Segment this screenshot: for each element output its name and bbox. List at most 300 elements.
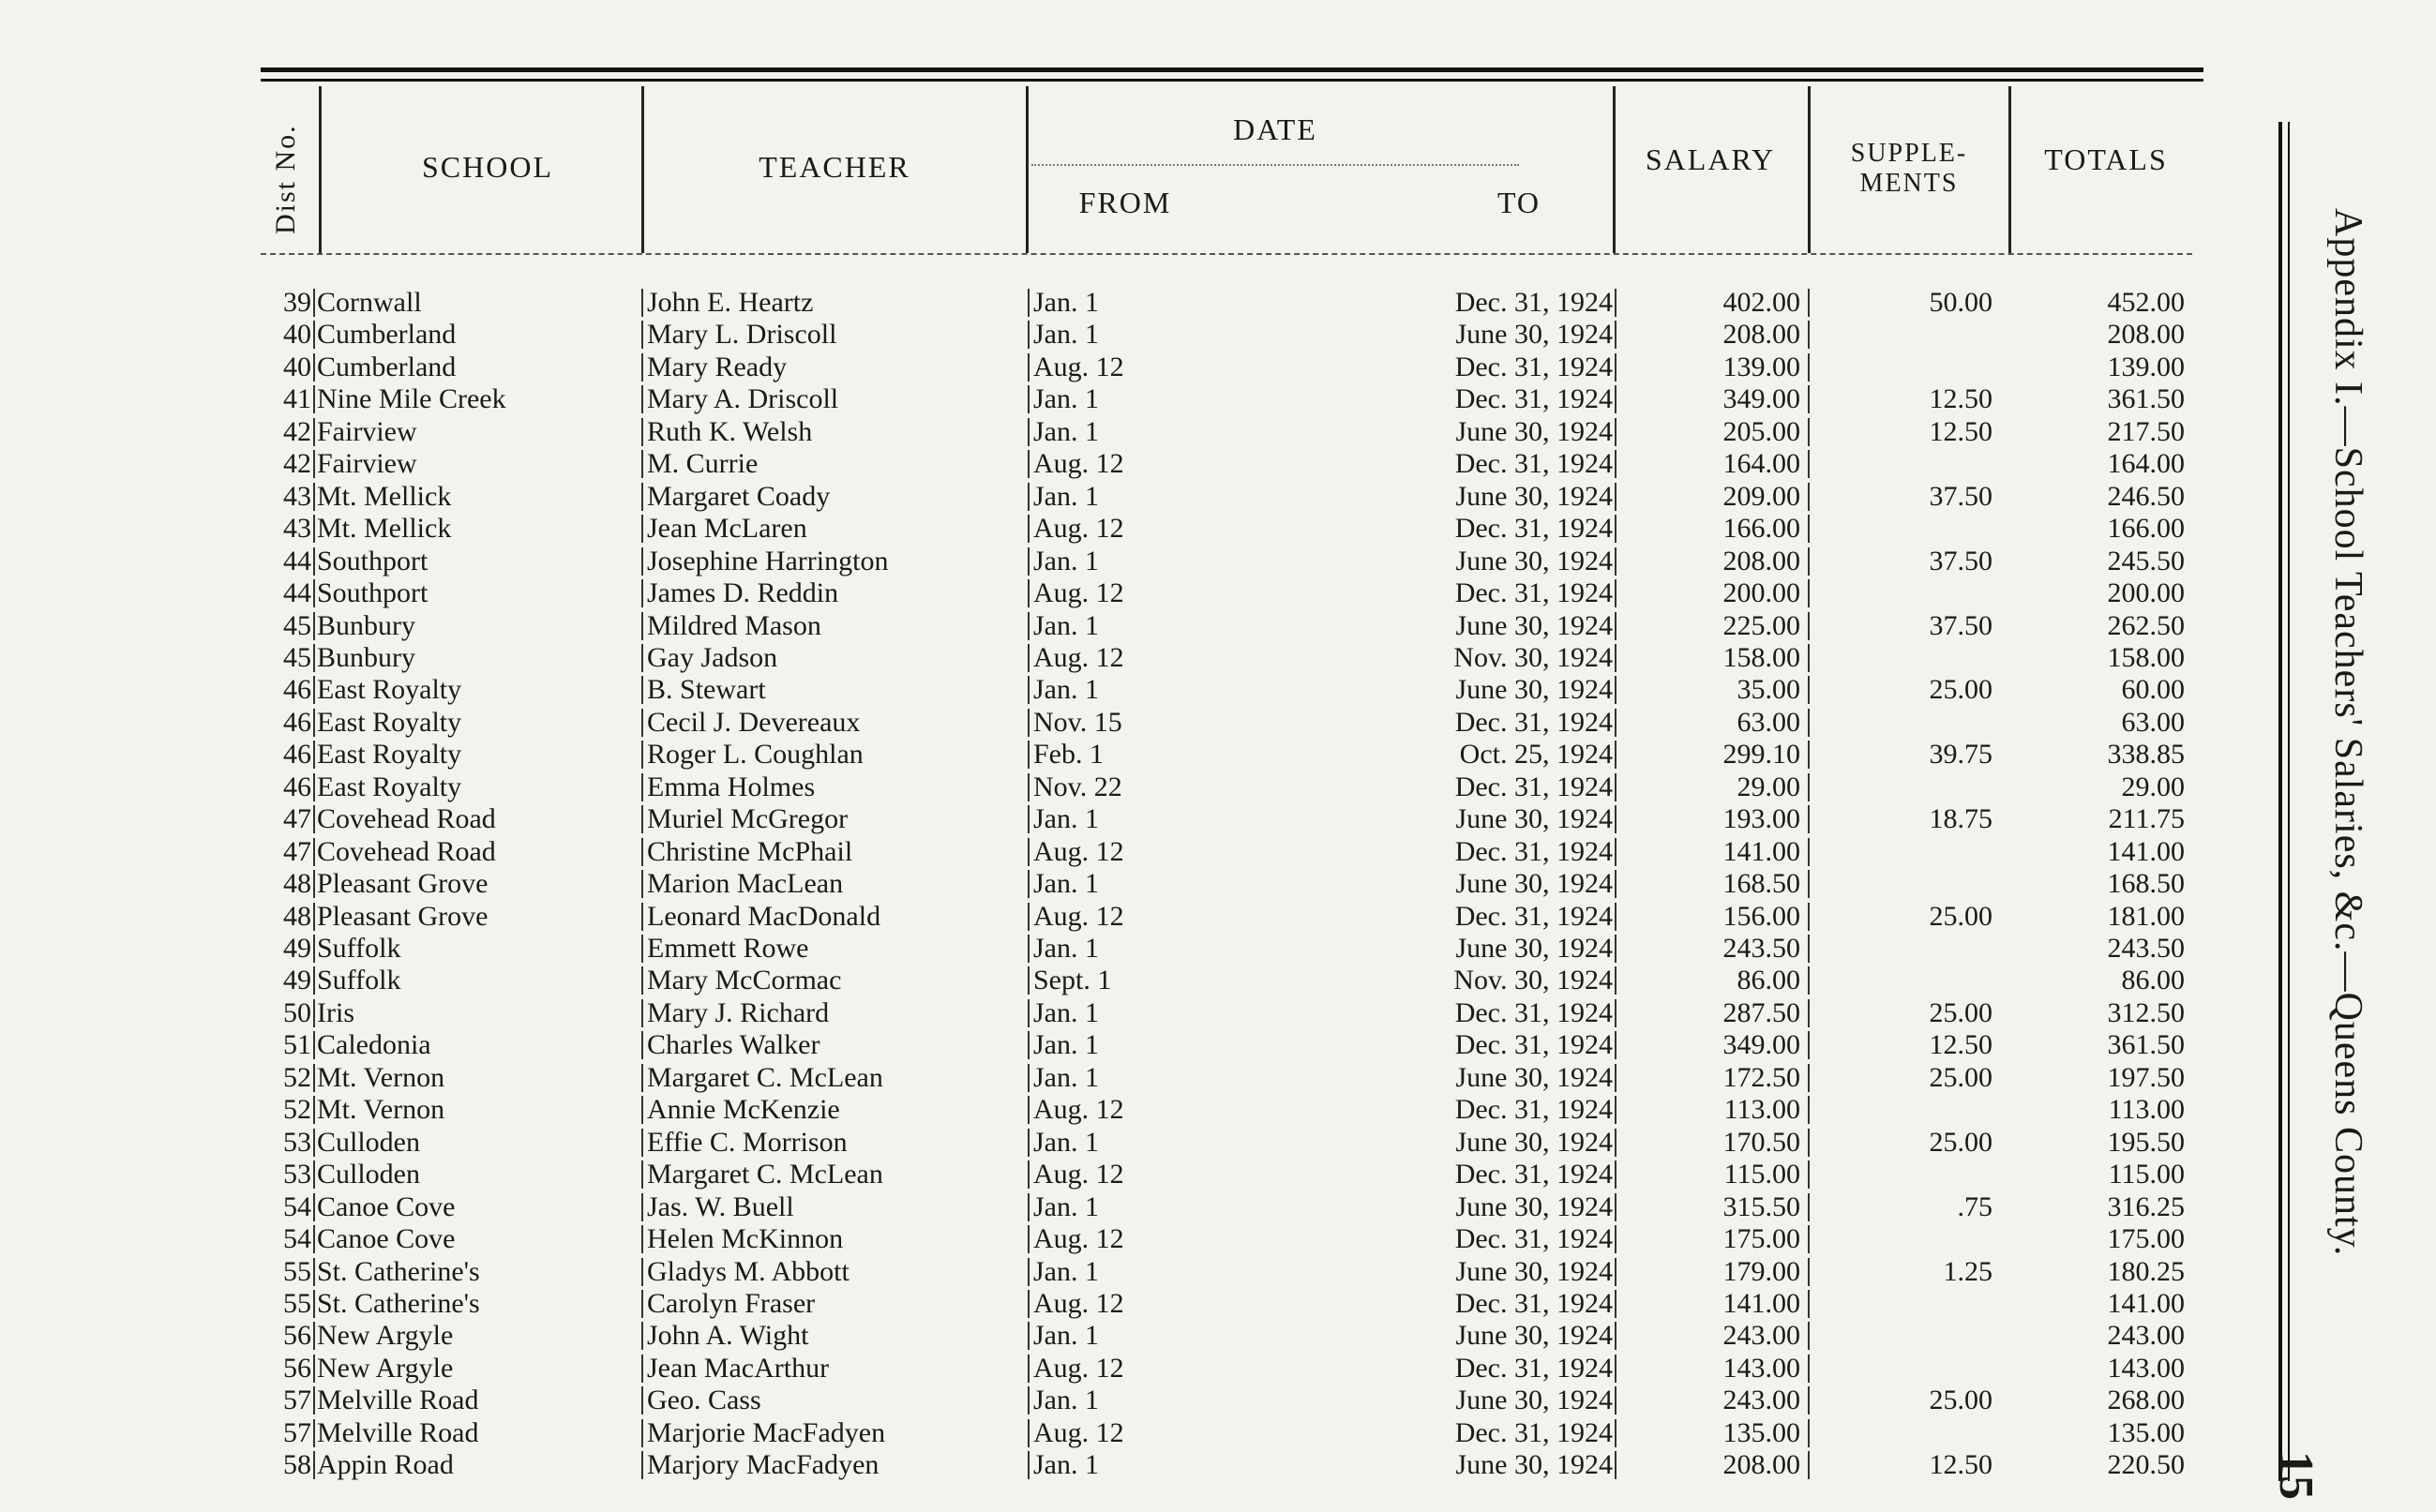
total-amount: 113.00 — [2108, 1094, 2185, 1126]
dist-number: 42 — [283, 448, 311, 480]
date-to: Dec. 31, 1924 — [1454, 287, 1613, 318]
date-from: Aug. 12 — [1033, 835, 1124, 867]
date-from: Jan. 1 — [1033, 996, 1099, 1028]
table-row — [0, 771, 2250, 803]
teacher-name: John A. Wight — [647, 1320, 809, 1352]
table-row — [0, 901, 2250, 933]
teacher-name: Leonard MacDonald — [647, 900, 881, 932]
cell-divider — [1028, 1451, 1030, 1479]
date-from: Jan. 1 — [1033, 609, 1099, 641]
table-row — [0, 577, 2250, 609]
date-from: Aug. 12 — [1033, 1159, 1124, 1190]
table-row — [0, 707, 2250, 739]
cell-divider — [1028, 579, 1030, 607]
date-from: Jan. 1 — [1033, 287, 1099, 318]
salary-amount: 287.50 — [1722, 996, 1800, 1028]
date-to: Dec. 31, 1924 — [1454, 771, 1613, 802]
date-from: Aug. 12 — [1033, 641, 1124, 673]
cell-divider — [1808, 450, 1810, 478]
total-amount: 268.00 — [2107, 1385, 2185, 1416]
dist-number: 46 — [283, 771, 311, 802]
dist-number: 40 — [283, 351, 311, 382]
school-name: Fairview — [317, 415, 417, 447]
date-subrule — [1031, 164, 1519, 166]
cell-divider — [641, 1290, 643, 1318]
salary-amount: 168.50 — [1722, 868, 1800, 900]
cell-divider — [1615, 289, 1616, 317]
cell-divider — [1808, 1290, 1810, 1318]
header-teacher: TEACHER — [759, 150, 910, 184]
date-to: Oct. 25, 1924 — [1459, 739, 1613, 771]
school-name: East Royalty — [317, 674, 462, 706]
date-from: Aug. 12 — [1033, 448, 1124, 480]
cell-divider — [1808, 1355, 1810, 1383]
date-to: June 30, 1924 — [1455, 319, 1613, 351]
side-rule-thin — [2288, 122, 2290, 1481]
cell-divider — [641, 773, 643, 801]
salary-amount: 349.00 — [1722, 383, 1800, 415]
cell-divider — [1615, 1451, 1616, 1479]
date-from: Sept. 1 — [1033, 965, 1112, 996]
table-row — [0, 1062, 2250, 1094]
total-amount: 361.50 — [2107, 383, 2185, 415]
salary-amount: 299.10 — [1722, 739, 1800, 771]
total-amount: 361.50 — [2107, 1029, 2185, 1061]
date-from: Jan. 1 — [1033, 480, 1099, 512]
date-from: Jan. 1 — [1033, 1255, 1099, 1287]
total-amount: 220.50 — [2107, 1449, 2185, 1481]
header-school: SCHOOL — [421, 150, 553, 184]
school-name: Canoe Cove — [317, 1223, 456, 1255]
teacher-name: Roger L. Coughlan — [647, 739, 864, 771]
date-to: June 30, 1924 — [1455, 1190, 1613, 1222]
cell-divider — [1615, 515, 1616, 543]
supplements-amount: 12.50 — [1929, 1029, 1992, 1061]
cell-divider — [641, 903, 643, 931]
dist-number: 53 — [283, 1126, 311, 1158]
cell-divider — [1615, 903, 1616, 931]
cell-divider — [313, 805, 315, 833]
salary-amount: 172.50 — [1722, 1061, 1800, 1093]
teacher-name: Mary A. Driscoll — [647, 383, 839, 415]
cell-divider — [641, 1258, 643, 1286]
school-name: Mt. Vernon — [317, 1061, 445, 1093]
school-name: Pleasant Grove — [317, 900, 489, 932]
cell-divider — [1808, 1064, 1810, 1092]
total-amount: 197.50 — [2107, 1061, 2185, 1093]
teacher-name: James D. Reddin — [647, 577, 839, 609]
table-row — [0, 642, 2250, 674]
date-to: Nov. 30, 1924 — [1453, 965, 1613, 996]
cell-divider — [1615, 1419, 1616, 1447]
salary-amount: 208.00 — [1722, 545, 1800, 576]
cell-divider — [1808, 1031, 1810, 1059]
cell-divider — [641, 1160, 643, 1189]
teacher-name: Marjorie MacFadyen — [647, 1416, 886, 1448]
cell-divider — [1028, 1193, 1030, 1221]
cell-divider — [1615, 1386, 1616, 1415]
date-to: Dec. 31, 1924 — [1454, 1352, 1613, 1384]
dist-number: 53 — [283, 1159, 311, 1190]
date-from: Jan. 1 — [1033, 1029, 1099, 1061]
cell-divider — [1808, 1322, 1810, 1350]
date-from: Aug. 12 — [1033, 1416, 1124, 1448]
page-number: 15 — [2269, 1451, 2323, 1500]
header-to: TO — [1496, 186, 1541, 219]
column-divider — [2008, 86, 2011, 253]
school-name: St. Catherine's — [317, 1287, 480, 1319]
table-row — [0, 1159, 2250, 1190]
dist-number: 40 — [283, 319, 311, 351]
teacher-name: Gladys M. Abbott — [647, 1255, 850, 1287]
cell-divider — [313, 579, 315, 607]
cell-divider — [313, 1193, 315, 1221]
total-amount: 166.00 — [2107, 513, 2185, 545]
header-dist-no: Dist No. — [270, 124, 301, 234]
dist-number: 58 — [283, 1449, 311, 1481]
school-name: St. Catherine's — [317, 1255, 480, 1287]
salary-amount: 208.00 — [1722, 319, 1800, 351]
school-name: Mt. Mellick — [317, 480, 452, 512]
header-supplements-2: MENTS — [1859, 169, 1959, 198]
school-name: New Argyle — [317, 1320, 454, 1352]
salary-amount: 208.00 — [1722, 1449, 1800, 1481]
table-row — [0, 674, 2250, 706]
cell-divider — [1615, 579, 1616, 607]
school-name: Culloden — [317, 1159, 420, 1190]
date-to: Dec. 31, 1924 — [1454, 513, 1613, 545]
date-from: Aug. 12 — [1033, 1094, 1124, 1126]
cell-divider — [641, 870, 643, 898]
date-from: Jan. 1 — [1033, 1126, 1099, 1158]
cell-divider — [1028, 1129, 1030, 1157]
cell-divider — [1615, 450, 1616, 478]
cell-divider — [1615, 321, 1616, 349]
teacher-name: Mildred Mason — [647, 609, 821, 641]
date-to: June 30, 1924 — [1455, 1385, 1613, 1416]
date-from: Jan. 1 — [1033, 1385, 1099, 1416]
dist-number: 39 — [283, 287, 311, 318]
header-supplements-1: SUPPLE- — [1850, 139, 1968, 168]
top-rule-thin — [261, 79, 2203, 82]
date-to: Dec. 31, 1924 — [1454, 1094, 1613, 1126]
salary-amount: 135.00 — [1722, 1416, 1800, 1448]
cell-divider — [641, 1322, 643, 1350]
dist-number: 52 — [283, 1061, 311, 1093]
cell-divider — [313, 741, 315, 769]
teacher-name: Geo. Cass — [647, 1385, 761, 1416]
supplements-amount: .75 — [1957, 1190, 1992, 1222]
cell-divider — [313, 1322, 315, 1350]
cell-divider — [1028, 903, 1030, 931]
cell-divider — [641, 483, 643, 511]
cell-divider — [641, 1031, 643, 1059]
date-from: Jan. 1 — [1033, 933, 1099, 964]
total-amount: 195.50 — [2107, 1126, 2185, 1158]
dist-number: 46 — [283, 674, 311, 706]
cell-divider — [1808, 289, 1810, 317]
table-row — [0, 416, 2250, 448]
school-name: Melville Road — [317, 1385, 479, 1416]
cell-divider — [1615, 418, 1616, 446]
cell-divider — [1808, 870, 1810, 898]
total-amount: 262.50 — [2107, 609, 2185, 641]
total-amount: 158.00 — [2107, 641, 2185, 673]
cell-divider — [1028, 547, 1030, 576]
school-name: Southport — [317, 577, 429, 609]
school-name: Nine Mile Creek — [317, 383, 506, 415]
date-from: Aug. 12 — [1033, 1287, 1124, 1319]
total-amount: 211.75 — [2108, 803, 2185, 835]
date-to: Dec. 31, 1924 — [1454, 383, 1613, 415]
cell-divider — [1615, 676, 1616, 704]
cell-divider — [313, 966, 315, 995]
teacher-name: Jas. W. Buell — [647, 1190, 794, 1222]
cell-divider — [313, 676, 315, 704]
dist-number: 55 — [283, 1255, 311, 1287]
salary-amount: 243.50 — [1722, 933, 1800, 964]
teacher-name: Mary L. Driscoll — [647, 319, 837, 351]
table-row — [0, 1288, 2250, 1320]
cell-divider — [1808, 1160, 1810, 1189]
cell-divider — [1028, 385, 1030, 413]
supplements-amount: 39.75 — [1929, 739, 1992, 771]
school-name: Appin Road — [317, 1449, 454, 1481]
total-amount: 217.50 — [2107, 415, 2185, 447]
teacher-name: Jean MacArthur — [647, 1352, 830, 1384]
total-amount: 243.50 — [2107, 933, 2185, 964]
total-amount: 312.50 — [2107, 996, 2185, 1028]
cell-divider — [1615, 612, 1616, 640]
dist-number: 57 — [283, 1416, 311, 1448]
cell-divider — [313, 1258, 315, 1286]
table-row — [0, 1094, 2250, 1126]
school-name: Mt. Mellick — [317, 513, 452, 545]
teacher-name: Marjory MacFadyen — [647, 1449, 880, 1481]
table-row — [0, 997, 2250, 1029]
table-row — [0, 1449, 2250, 1481]
dist-number: 47 — [283, 835, 311, 867]
header-salary: SALARY — [1645, 142, 1776, 176]
cell-divider — [641, 1064, 643, 1092]
cell-divider — [1028, 612, 1030, 640]
cell-divider — [313, 903, 315, 931]
cell-divider — [1808, 418, 1810, 446]
teacher-name: Margaret C. McLean — [647, 1159, 883, 1190]
cell-divider — [1028, 353, 1030, 382]
table-row — [0, 803, 2250, 835]
dist-number: 41 — [283, 383, 311, 415]
date-from: Jan. 1 — [1033, 1449, 1099, 1481]
supplements-amount: 25.00 — [1929, 674, 1992, 706]
cell-divider — [313, 644, 315, 672]
date-from: Jan. 1 — [1033, 1061, 1099, 1093]
teacher-name: Charles Walker — [647, 1029, 820, 1061]
dist-number: 48 — [283, 868, 311, 900]
salary-amount: 175.00 — [1722, 1223, 1800, 1255]
cell-divider — [1028, 1064, 1030, 1092]
cell-divider — [1808, 773, 1810, 801]
supplements-amount: 37.50 — [1929, 545, 1992, 576]
cell-divider — [1808, 1451, 1810, 1479]
cell-divider — [641, 515, 643, 543]
cell-divider — [641, 289, 643, 317]
date-to: June 30, 1924 — [1455, 545, 1613, 576]
supplements-amount: 25.00 — [1929, 1385, 1992, 1416]
cell-divider — [641, 1419, 643, 1447]
cell-divider — [1028, 289, 1030, 317]
teacher-name: Helen McKinnon — [647, 1223, 844, 1255]
teacher-name: John E. Heartz — [647, 287, 814, 318]
cell-divider — [1028, 870, 1030, 898]
date-from: Jan. 1 — [1033, 1320, 1099, 1352]
date-to: June 30, 1924 — [1455, 415, 1613, 447]
cell-divider — [313, 1419, 315, 1447]
cell-divider — [1615, 999, 1616, 1027]
cell-divider — [313, 1451, 315, 1479]
supplements-amount: 12.50 — [1929, 383, 1992, 415]
dist-number: 54 — [283, 1223, 311, 1255]
date-from: Jan. 1 — [1033, 545, 1099, 576]
date-from: Aug. 12 — [1033, 1352, 1124, 1384]
cell-divider — [1028, 676, 1030, 704]
cell-divider — [1808, 579, 1810, 607]
date-from: Feb. 1 — [1033, 739, 1104, 771]
header-from: FROM — [1078, 186, 1172, 219]
date-to: June 30, 1924 — [1455, 1320, 1613, 1352]
cell-divider — [1808, 1096, 1810, 1124]
table-row — [0, 933, 2250, 965]
dist-number: 44 — [283, 545, 311, 576]
cell-divider — [641, 1451, 643, 1479]
dist-number: 57 — [283, 1385, 311, 1416]
teacher-name: Marion MacLean — [647, 868, 844, 900]
cell-divider — [1028, 321, 1030, 349]
dist-number: 55 — [283, 1287, 311, 1319]
cell-divider — [1808, 547, 1810, 576]
school-name: Cumberland — [317, 319, 457, 351]
salary-amount: 225.00 — [1722, 609, 1800, 641]
cell-divider — [1615, 773, 1616, 801]
cell-divider — [1808, 903, 1810, 931]
table-row — [0, 610, 2250, 642]
salary-amount: 209.00 — [1722, 480, 1800, 512]
date-from: Aug. 12 — [1033, 513, 1124, 545]
cell-divider — [313, 515, 315, 543]
table-row — [0, 1320, 2250, 1352]
total-amount: 243.00 — [2107, 1320, 2185, 1352]
dist-number: 43 — [283, 480, 311, 512]
dist-number: 45 — [283, 641, 311, 673]
teacher-name: Mary J. Richard — [647, 996, 830, 1028]
date-from: Jan. 1 — [1033, 1190, 1099, 1222]
cell-divider — [1028, 1258, 1030, 1286]
cell-divider — [641, 935, 643, 963]
cell-divider — [313, 999, 315, 1027]
supplements-amount: 37.50 — [1929, 480, 1992, 512]
top-rule — [261, 67, 2203, 72]
cell-divider — [313, 353, 315, 382]
school-name: Culloden — [317, 1126, 420, 1158]
total-amount: 452.00 — [2107, 287, 2185, 318]
supplements-amount: 25.00 — [1929, 996, 1992, 1028]
cell-divider — [1028, 483, 1030, 511]
dist-number: 45 — [283, 609, 311, 641]
table-row — [0, 1127, 2250, 1159]
date-to: Nov. 30, 1924 — [1453, 641, 1613, 673]
cell-divider — [1808, 321, 1810, 349]
school-name: Covehead Road — [317, 803, 496, 835]
cell-divider — [1615, 1290, 1616, 1318]
salary-amount: 315.50 — [1722, 1190, 1800, 1222]
cell-divider — [641, 385, 643, 413]
header-date: DATE — [1233, 112, 1317, 146]
salary-amount: 143.00 — [1722, 1352, 1800, 1384]
header-totals: TOTALS — [2044, 142, 2168, 176]
date-from: Jan. 1 — [1033, 319, 1099, 351]
date-from: Aug. 12 — [1033, 351, 1124, 382]
cell-divider — [1615, 1160, 1616, 1189]
total-amount: 246.50 — [2107, 480, 2185, 512]
date-to: June 30, 1924 — [1455, 1126, 1613, 1158]
salary-amount: 164.00 — [1722, 448, 1800, 480]
teacher-name: Christine McPhail — [647, 835, 853, 867]
date-to: June 30, 1924 — [1455, 674, 1613, 706]
cell-divider — [313, 1225, 315, 1253]
salary-amount: 113.00 — [1723, 1094, 1800, 1126]
dist-number: 54 — [283, 1190, 311, 1222]
supplements-amount: 25.00 — [1929, 900, 1992, 932]
cell-divider — [1615, 1355, 1616, 1383]
teacher-name: Gay Jadson — [647, 641, 778, 673]
cell-divider — [1808, 1386, 1810, 1415]
total-amount: 135.00 — [2107, 1416, 2185, 1448]
teacher-name: Margaret C. McLean — [647, 1061, 883, 1093]
total-amount: 139.00 — [2107, 351, 2185, 382]
cell-divider — [641, 579, 643, 607]
cell-divider — [313, 321, 315, 349]
salary-amount: 200.00 — [1722, 577, 1800, 609]
school-name: Mt. Vernon — [317, 1094, 445, 1126]
cell-divider — [1028, 805, 1030, 833]
cell-divider — [1615, 483, 1616, 511]
date-to: June 30, 1924 — [1455, 1449, 1613, 1481]
salary-amount: 243.00 — [1722, 1385, 1800, 1416]
supplements-amount: 18.75 — [1929, 803, 1992, 835]
dist-number: 52 — [283, 1094, 311, 1126]
cell-divider — [313, 1064, 315, 1092]
teacher-name: Jean McLaren — [647, 513, 807, 545]
total-amount: 115.00 — [2108, 1159, 2185, 1190]
cell-divider — [1615, 741, 1616, 769]
total-amount: 180.25 — [2107, 1255, 2185, 1287]
dist-number: 42 — [283, 415, 311, 447]
cell-divider — [641, 966, 643, 995]
cell-divider — [1808, 709, 1810, 737]
date-from: Jan. 1 — [1033, 868, 1099, 900]
date-from: Jan. 1 — [1033, 415, 1099, 447]
cell-divider — [1028, 1355, 1030, 1383]
school-name: Cornwall — [317, 287, 422, 318]
total-amount: 141.00 — [2107, 1287, 2185, 1319]
cell-divider — [313, 450, 315, 478]
cell-divider — [1615, 935, 1616, 963]
cell-divider — [1028, 644, 1030, 672]
date-to: Dec. 31, 1924 — [1454, 706, 1613, 738]
school-name: Covehead Road — [317, 835, 496, 867]
cell-divider — [1615, 709, 1616, 737]
school-name: Suffolk — [317, 933, 401, 964]
